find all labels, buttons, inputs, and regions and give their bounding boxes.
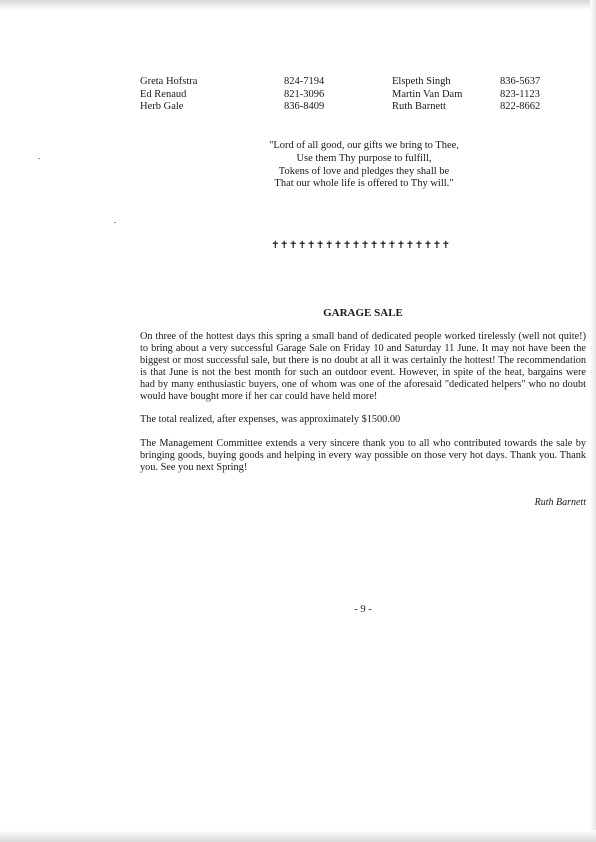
hymn-line: "Lord of all good, our gifts we bring to Thee, <box>269 140 459 151</box>
page-number: - 9 - <box>354 604 372 615</box>
scan-right-edge <box>590 0 596 842</box>
contact-name: Greta Hofstra <box>140 76 198 87</box>
hymn-line: Use them Thy purpose to fulfill, <box>296 152 432 164</box>
contact-row <box>140 101 560 114</box>
contact-row <box>140 89 560 102</box>
hymn-verse <box>214 140 514 191</box>
hymn-line: Tokens of love and pledges they shall be <box>278 165 450 177</box>
article-paragraph: On three of the hottest days this spring a small band of dedicated people worked tirelessly (well not quite!) to bring about a very successful Garage Sale on Friday 10 and Saturday 11 June. It may not have been the biggest or most successful sale, but there is no doubt at all it was certainly the hottest! The recommendation is that June is not the best month for such an outdoor event. However, in spite of the heat, bargains were had by many enthusiastic buyers, one of whom was one of the aforesaid "dedicated helpers" who no doubt would have bought more if her car could have held more! <box>140 331 586 402</box>
scan-top-edge <box>0 0 596 10</box>
contact-phone: 836-5637 <box>500 76 541 87</box>
scan-speck <box>114 222 116 223</box>
article-paragraph: The Management Committee extends a very sincere thank you to all who contributed towards the sale by bringing goods, buying goods and helping in every way possible on those very hot days. Thank you. Thank you. See you next Spring! <box>140 438 586 474</box>
article-body <box>140 331 586 486</box>
contact-name: Martin Van Dam <box>392 88 463 100</box>
article-title: GARAGE SALE <box>323 307 403 319</box>
article-signature: Ruth Barnett <box>534 497 586 508</box>
contact-name: Herb Gale <box>140 101 184 112</box>
contact-name: Ruth Barnett <box>392 101 446 112</box>
contact-phone: 821-3096 <box>284 88 325 100</box>
contact-name: Elspeth Singh <box>392 76 451 87</box>
contact-phone: 823-1123 <box>500 88 540 100</box>
contact-row <box>140 76 560 89</box>
article-paragraph: The total realized, after expenses, was approximately $1500.00 <box>140 414 401 426</box>
contact-phone: 822-8662 <box>500 101 541 112</box>
scan-speck <box>38 158 40 159</box>
contact-list <box>140 76 560 114</box>
contact-phone: 824-7194 <box>284 76 325 87</box>
contact-name: Ed Renaud <box>140 88 187 100</box>
hymn-line: That our whole life is offered to Thy will." <box>274 178 454 190</box>
contact-phone: 836-8409 <box>284 101 325 112</box>
scan-bottom-edge <box>0 830 596 842</box>
cross-divider: ✝✝✝✝✝✝✝✝✝✝✝✝✝✝✝✝✝✝✝✝ <box>271 240 451 251</box>
